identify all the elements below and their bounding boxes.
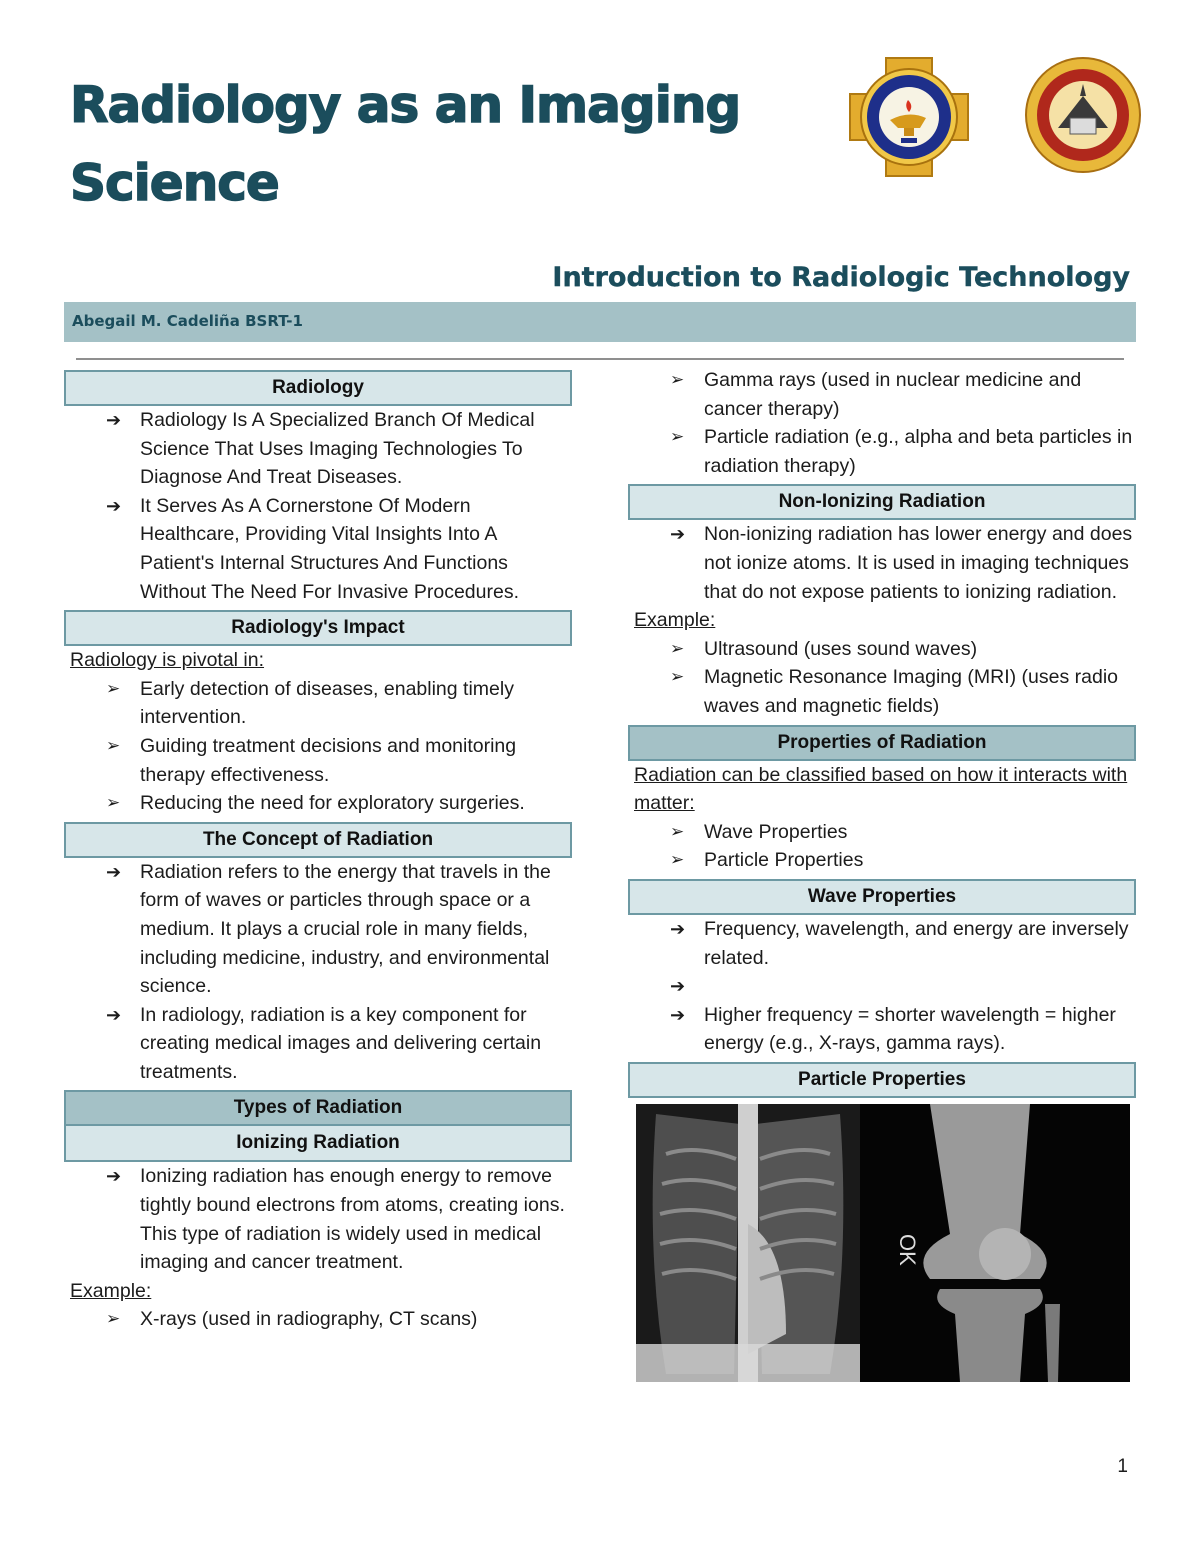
list-item: ➢ Wave Properties bbox=[704, 818, 1136, 847]
example-label: Example: bbox=[70, 1279, 152, 1302]
nonionizing-list bbox=[628, 520, 1136, 606]
list-item: ➢ Guiding treatment decisions and monitoring therapy effectiveness. bbox=[140, 732, 572, 789]
radiology-list bbox=[64, 406, 572, 606]
list-item: ➢ Particle Properties bbox=[704, 846, 1136, 875]
list-item: ➔ Higher frequency = shorter wavelength = higher energy (e.g., X-rays, gamma rays). bbox=[704, 1001, 1136, 1058]
section-heading-radiology: Radiology bbox=[64, 370, 572, 406]
example-label: Example: bbox=[634, 609, 716, 632]
list-item: ➢ X-rays (used in radiography, CT scans) bbox=[140, 1305, 572, 1334]
page-number: 1 bbox=[1117, 1456, 1128, 1477]
list-item: ➢ Gamma rays (used in nuclear medicine and cancer therapy) bbox=[704, 366, 1136, 423]
list-item: ➢ Ultrasound (uses sound waves) bbox=[704, 635, 1136, 664]
xray-images bbox=[636, 1104, 1130, 1382]
section-heading-wave: Wave Properties bbox=[628, 879, 1136, 915]
section-heading-impact: Radiology's Impact bbox=[64, 610, 572, 646]
right-column bbox=[628, 366, 1136, 1382]
section-heading-types: Types of Radiation bbox=[64, 1090, 572, 1126]
university-seal-logo-2 bbox=[1024, 56, 1142, 174]
wave-list bbox=[628, 915, 1136, 1058]
ionizing-examples bbox=[64, 1305, 572, 1334]
header-divider bbox=[76, 358, 1124, 360]
author-bar bbox=[64, 302, 1136, 342]
page-subtitle: Introduction to Radiologic Technology bbox=[552, 262, 1130, 293]
list-item bbox=[704, 972, 1136, 1001]
impact-intro: Radiology is pivotal in: bbox=[70, 649, 265, 672]
section-heading-particle: Particle Properties bbox=[628, 1062, 1136, 1098]
section-heading-properties: Properties of Radiation bbox=[628, 725, 1136, 761]
author-name: Abegail M. Cadeliña BSRT-1 bbox=[72, 312, 303, 330]
list-item: ➢ Magnetic Resonance Imaging (MRI) (uses radio waves and magnetic fields) bbox=[704, 663, 1136, 720]
list-item: ➔ Radiation refers to the energy that travels in the form of waves or particles through space or a medium. It plays a crucial role in many fields, including medicine, industry, and environmental science. bbox=[140, 858, 572, 1001]
knee-xray-image bbox=[860, 1104, 1130, 1382]
list-item: ➔ In radiology, radiation is a key component for creating medical images and delivering certain treatments. bbox=[140, 1001, 572, 1087]
section-heading-ionizing: Ionizing Radiation bbox=[64, 1126, 572, 1162]
list-item: ➢ Early detection of diseases, enabling timely intervention. bbox=[140, 675, 572, 732]
list-item: ➔ Ionizing radiation has enough energy to remove tightly bound electrons from atoms, creating ions. This type of radiation is widely used in medical imaging and cancer treatment. bbox=[140, 1162, 572, 1276]
university-seal-logo bbox=[848, 56, 970, 178]
ionizing-examples-continued bbox=[628, 366, 1136, 480]
list-item: ➔ Radiology Is A Specialized Branch Of Medical Science That Uses Imaging Technologies To Diagnose And Treat Diseases. bbox=[140, 406, 572, 492]
chest-xray-image bbox=[636, 1104, 860, 1382]
list-item: ➔ Non-ionizing radiation has lower energy and does not ionize atoms. It is used in imaging techniques that do not expose patients to ionizing radiation. bbox=[704, 520, 1136, 606]
left-column bbox=[64, 366, 572, 1334]
ionizing-list bbox=[64, 1162, 572, 1276]
section-heading-nonionizing: Non-Ionizing Radiation bbox=[628, 484, 1136, 520]
svg-text:OK: OK bbox=[895, 1233, 920, 1266]
properties-list bbox=[628, 818, 1136, 875]
nonionizing-examples bbox=[628, 635, 1136, 721]
list-item: ➔ It Serves As A Cornerstone Of Modern Healthcare, Providing Vital Insights Into A Patient's Internal Structures And Functions Without The Need For Invasive Procedures. bbox=[140, 492, 572, 606]
list-item: ➔ Frequency, wavelength, and energy are inversely related. bbox=[704, 915, 1136, 972]
list-item: ➢ Reducing the need for exploratory surgeries. bbox=[140, 789, 572, 818]
properties-intro: Radiation can be classified based on how it interacts with matter: bbox=[634, 763, 1128, 815]
concept-list bbox=[64, 858, 572, 1087]
page-title: Radiology as an Imaging Science bbox=[70, 76, 741, 212]
list-item: ➢ Particle radiation (e.g., alpha and beta particles in radiation therapy) bbox=[704, 423, 1136, 480]
section-heading-concept: The Concept of Radiation bbox=[64, 822, 572, 858]
impact-list bbox=[64, 675, 572, 818]
